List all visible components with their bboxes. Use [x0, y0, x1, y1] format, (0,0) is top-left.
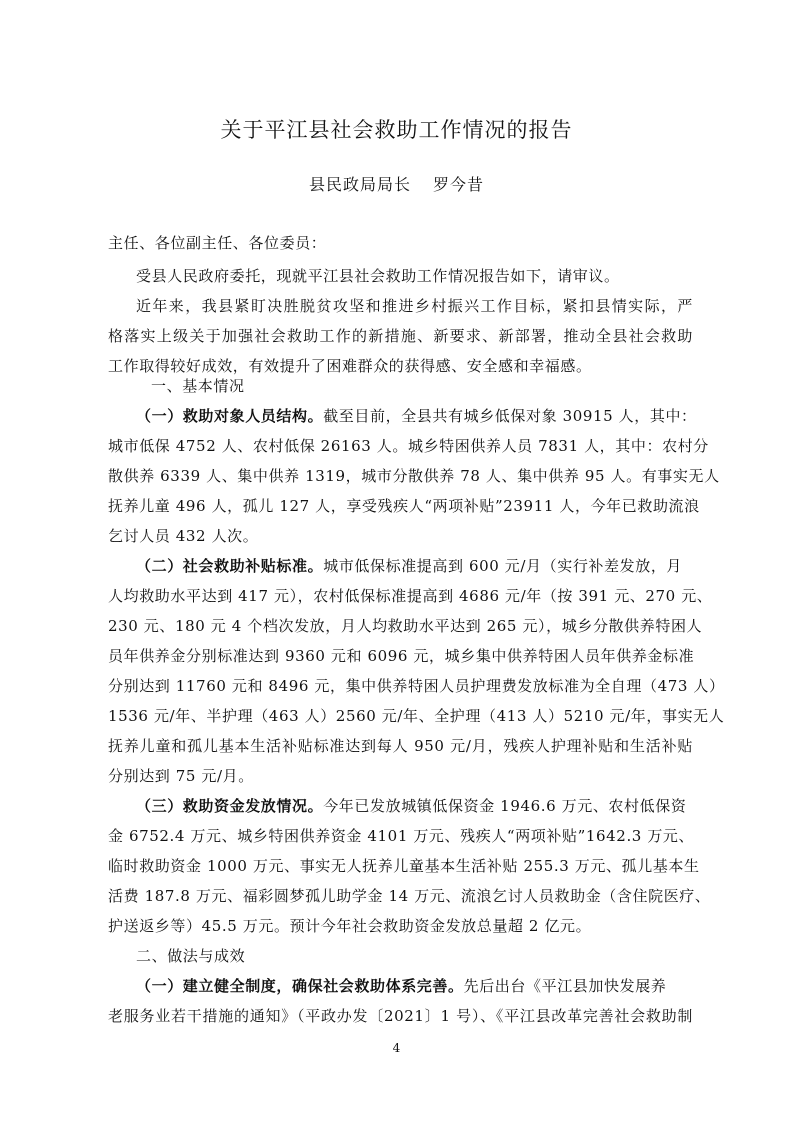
paragraph-line: 老服务业若干措施的通知》（平政办发〔2021〕1 号）、《平江县改革完善社会救助制	[108, 1007, 693, 1025]
subsection-text: 先后出台《平江县加快发展养	[463, 977, 667, 995]
paragraph-line: 格落实上级关于加强社会救助工作的新措施、新要求、新部署，推动全县社会救助	[108, 327, 693, 345]
author-role: 县民政局局长	[308, 175, 411, 194]
byline	[0, 172, 793, 195]
paragraph-line: 临时救助资金 1000 万元、事实无人抚养儿童基本生活补贴 255.3 万元、孤儿基本生	[108, 857, 700, 875]
subsection-text: 截至目前，全县共有城乡低保对象 30915 人，其中：	[323, 407, 697, 425]
paragraph-line	[136, 796, 693, 816]
paragraph-line: 230 元、180 元 4 个档次发放，月人均救助水平达到 265 元），城乡分散供养特困人	[108, 617, 703, 635]
subsection-lead: （一）建立健全制度，确保社会救助体系完善。	[136, 977, 464, 995]
section-heading: 一、基本情况	[151, 377, 245, 395]
paragraph-line: 人均救助水平达到 417 元），农村低保标准提高到 4686 元/年（按 391 元、270 元、	[108, 587, 713, 605]
paragraph-line: 散供养 6339 人、集中供养 1319，城市分散供养 78 人、集中供养 95 人。有事实无人	[108, 467, 720, 485]
subsection-text: 今年已发放城镇低保资金 1946.6 万元、农村低保资	[323, 797, 687, 815]
paragraph-line	[136, 976, 693, 996]
author-name: 罗今昔	[433, 175, 485, 194]
subsection-lead: （三）救助资金发放情况。	[136, 797, 324, 815]
paragraph-line: 员年供养金分别标准达到 9360 元和 6096 元，城乡集中供养特困人员年供养金标准	[108, 647, 695, 665]
paragraph-line: 近年来，我县紧盯决胜脱贫攻坚和推进乡村振兴工作目标，紧扣县情实际，严	[136, 297, 693, 315]
paragraph-line: 乞讨人员 432 人次。	[108, 527, 259, 545]
paragraph-line	[136, 406, 697, 426]
paragraph-line: 护送返乡等）45.5 万元。预计今年社会救助资金发放总量超 2 亿元。	[108, 917, 592, 935]
document-title: 关于平江县社会救助工作情况的报告	[220, 118, 573, 142]
page-number: 4	[392, 1041, 401, 1055]
paragraph-line: 金 6752.4 万元、城乡特困供养资金 4101 万元、残疾人“两项补贴”1642.3 万元、	[108, 827, 695, 845]
section-heading: 二、做法与成效	[136, 947, 246, 965]
paragraph-line: 工作取得较好成效，有效提升了困难群众的获得感、安全感和幸福感。	[108, 357, 592, 375]
paragraph-line: 分别达到 11760 元和 8496 元，集中供养特困人员护理费发放标准为全自理（473 人）	[108, 677, 725, 695]
subsection-text: 城市低保标准提高到 600 元/月（实行补差发放，月	[323, 557, 683, 575]
subsection-lead: （一）救助对象人员结构。	[136, 407, 324, 425]
paragraph-line: 抚养儿童和孤儿基本生活补贴标准达到每人 950 元/月，残疾人护理补贴和生活补贴	[108, 737, 693, 755]
intro-paragraph: 受县人民政府委托，现就平江县社会救助工作情况报告如下，请审议。	[136, 267, 620, 285]
paragraph-line	[136, 556, 693, 576]
paragraph-line: 活费 187.8 万元、福彩圆梦孤儿助学金 14 万元、流浪乞讨人员救助金（含住院医疗、	[108, 887, 711, 905]
subsection-lead: （二）社会救助补贴标准。	[136, 557, 324, 575]
paragraph-line: 抚养儿童 496 人，孤儿 127 人，享受残疾人“两项补贴”23911 人，今年已救助流浪	[108, 497, 700, 515]
paragraph-line: 城市低保 4752 人、农村低保 26163 人。城乡特困供养人员 7831 人，其中：农村分	[108, 437, 709, 455]
salutation: 主任、各位副主任、各位委员：	[108, 234, 327, 252]
paragraph-line: 分别达到 75 元/月。	[108, 767, 254, 785]
paragraph-line: 1536 元/年、半护理（463 人）2560 元/年、全护理（413 人）5210 元/年，事实无人	[108, 707, 725, 725]
